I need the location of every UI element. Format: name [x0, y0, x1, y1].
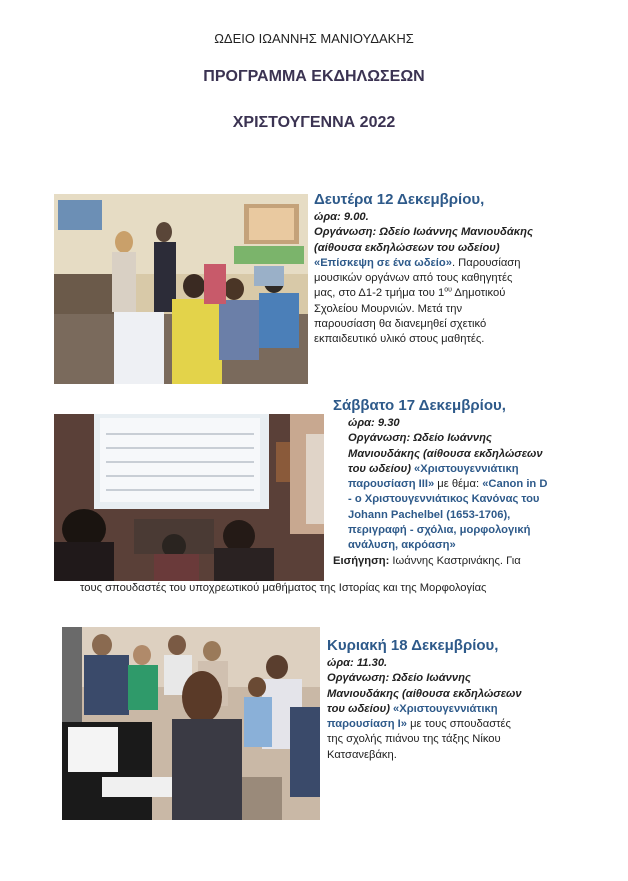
- event-photo-school-visit: [54, 194, 308, 384]
- event-title: «Χριστουγεννιάτικη: [393, 702, 498, 715]
- event-monday: [314, 190, 614, 348]
- event-theme: περιγραφή - σχόλια, μορφολογική: [348, 524, 531, 537]
- school-name: ΩΔΕΙΟ ΙΩΑΝΝΗΣ ΜΑΝΙΟΥΔΑΚΗΣ: [214, 31, 414, 46]
- event-intro: τους σπουδαστές του υποχρεωτικού μαθήματος της Ιστορίας και της Μορφολογίας: [80, 582, 487, 594]
- event-theme: ανάλυση, ακρόαση»: [348, 539, 456, 552]
- event-description: Κατσανεβάκη.: [327, 748, 397, 761]
- event-organizer: Μανιουδάκης (αίθουσα εκδηλώσεων: [348, 447, 543, 460]
- event-organizer: Οργάνωση: Ωδείο Ιωάννης Μανιουδάκης: [314, 226, 533, 239]
- program-subtitle: ΧΡΙΣΤΟΥΓΕΝΝΑ 2022: [232, 114, 396, 131]
- event-description: Δημοτικού: [451, 287, 506, 300]
- event-photo-lecture: [54, 414, 324, 581]
- event-organizer: του ωδείου): [348, 462, 411, 475]
- event-day: Δευτέρα 12 Δεκεμβρίου,: [314, 191, 485, 208]
- event-title: παρουσίαση Ι»: [327, 718, 407, 731]
- event-description-ordinal: ου: [444, 286, 452, 294]
- event-title: «Επίσκεψη σε ένα ωδείο»: [314, 256, 452, 269]
- event-title: παρουσίαση ΙΙΙ»: [348, 478, 435, 491]
- event-time: ώρα: 9.30: [348, 417, 400, 429]
- event-time: ώρα: 9.00.: [314, 211, 369, 223]
- event-description: Σχολείου Μουρνιών. Μετά την: [314, 302, 463, 315]
- event-description: παρουσίαση θα διανεμηθεί σχετικό: [314, 318, 487, 331]
- event-description: εκπαιδευτικό υλικό στους μαθητές.: [314, 333, 485, 346]
- event-organizer: του ωδείου): [327, 702, 390, 715]
- event-day: Κυριακή 18 Δεκεμβρίου,: [327, 637, 499, 654]
- event-sunday: [327, 636, 622, 763]
- event-organizer: Οργάνωση: Ωδείο Ιωάννης: [327, 672, 471, 685]
- event-saturday: [333, 396, 623, 569]
- event-description: . Παρουσίαση: [451, 256, 521, 269]
- event-theme: - ο Χριστουγεννιάτικος Κανόνας του: [348, 493, 540, 506]
- event-organizer: Μανιουδάκης (αίθουσα εκδηλώσεων: [327, 687, 522, 700]
- event-saturday-audience: [80, 581, 620, 596]
- event-day: Σάββατο 17 Δεκεμβρίου,: [333, 397, 506, 414]
- event-intro-label: Εισήγηση:: [333, 554, 390, 567]
- event-theme-label: με θέμα:: [434, 478, 483, 491]
- event-theme: Johann Pachelbel (1653-1706),: [348, 508, 511, 521]
- event-organizer: Οργάνωση: Ωδείο Ιωάννης: [348, 432, 492, 445]
- event-description: με τους σπουδαστές: [406, 718, 511, 731]
- event-description: της σχολής πιάνου της τάξης Νίκου: [327, 733, 501, 746]
- event-organizer: (αίθουσα εκδηλώσεων του ωδείου): [314, 241, 500, 254]
- event-intro: Ιωάννης Καστρινάκης. Για: [389, 554, 521, 567]
- event-photo-piano-recital: [62, 627, 320, 820]
- event-time: ώρα: 11.30.: [327, 657, 388, 669]
- event-theme: «Canon in D: [482, 478, 548, 491]
- event-description: μας, στο Δ1-2 τμήμα του 1: [314, 287, 445, 300]
- event-title: «Χριστουγεννιάτικη: [414, 462, 519, 475]
- program-title: ΠΡΟΓΡΑΜΜΑ ΕΚΔΗΛΩΣΕΩΝ: [203, 68, 425, 85]
- event-description: μουσικών οργάνων από τους καθηγητές: [314, 272, 513, 285]
